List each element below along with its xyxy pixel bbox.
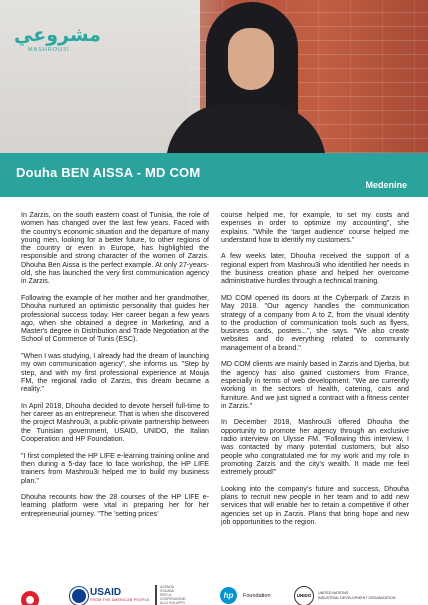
hp-logo-icon: hp <box>220 587 237 604</box>
location-label: Medenine <box>365 180 407 190</box>
title-bar <box>0 153 428 197</box>
portrait-figure <box>148 0 318 153</box>
mashrou3i-logo <box>14 24 101 53</box>
hp-foundation-label: Foundation <box>243 593 271 599</box>
itc-line: ALLO SVILUPPO <box>160 601 185 605</box>
paragraph: "I first completed the HP LIFE e-learning training online and then during a 5-day face to face workshop, the HP LIFE trainers from Mashrou3i helped me to build my business plan." <box>21 451 209 485</box>
unido-line: INDUSTRIAL DEVELOPMENT ORGANIZATION <box>318 596 396 600</box>
unido-line: UNITED NATIONS <box>318 591 349 595</box>
paragraph: MD COM opened its doors at the Cyberpark of Zarzis in May 2018. "Our agency handles the communication strategy of a company from A to Z, from the visual identity to the production of communication tools such as flyers, business cards, posters...", she says. "We also create websites and do everything related to community management of a brand." <box>221 293 409 352</box>
logo-arabic-text: مشروعي <box>14 24 101 46</box>
unido-name <box>318 591 395 601</box>
article-column-left <box>21 211 209 526</box>
partner-logos <box>0 583 428 605</box>
itc-line: PER LA COOPERAZIONE <box>160 593 186 601</box>
portrait-shoulders <box>166 104 326 153</box>
tunisia-flag-icon <box>21 591 39 605</box>
unido-logo-icon: UNIDO <box>294 586 314 605</box>
paragraph: Dhouha recounts how the 28 courses of the HP LIFE e-learning platform were vital in preparing her for her entrepreneurial journey. "The 'setting prices' <box>21 493 209 518</box>
paragraph: In April 2018, Dhouha decided to devote herself full-time to her career as an entrepreneur. That is when she discovered the project Mashrou3i, a public-private partnership between the Tunisian government, USAID, UNIDO, the Italian Cooperation and HP Foundation. <box>21 401 209 444</box>
paragraph: Looking into the company's future and success, Dhouha plans to recruit new people in her team and to add new services that will enable her to retain a competitive if other agencies set up in Zarzis. Plans that bring hope and new job opportunities to the region. <box>221 484 409 526</box>
paragraph: Following the example of her mother and her grandmother, Dhouha nurtured an optimistic personality that guides her professional success today. Her career began a few years ago, when she obtained a degree in Marketing, and a Master's degree in Distribution and Trade Negotiation at the School of Commerce of Tunis (ESC). <box>21 293 209 344</box>
paragraph: course helped me, for example, to set my costs and expenses in order to optimize my accounting", she explains. "While the 'target audience' course helped me understand how to identify my customers." <box>221 211 409 244</box>
paragraph: In December 2018, Mashrou3i offered Dhouha the opportunity to promote her agency through an exclusive radio interview on Ulysse FM. "Following this interview, I was contacted by many potential customers, but also people who congratulated me for my work and my role in promoting Zarzis and the city's wealth. It made me feel extremely proud!" <box>221 418 409 477</box>
paragraph: "When I was studying, I already had the dream of launching my own communication agency", she informs us. "Step by step, and with my first professional experience at Mouja FM, the regional radio of Zarzis, this dream became a reality." <box>21 352 209 394</box>
article-column-right <box>221 211 409 535</box>
page-title: Douha BEN AISSA - MD COM <box>16 165 201 180</box>
hero-photo <box>0 0 428 153</box>
usaid-seal-icon <box>70 587 88 605</box>
usaid-tagline: FROM THE AMERICAN PEOPLE <box>90 598 150 602</box>
itc-line: AGENZIA ITALIANA <box>160 585 174 593</box>
portrait-face <box>228 28 274 90</box>
logo-latin-text: MASHROU3I <box>28 47 70 53</box>
paragraph: A few weeks later, Dhouha received the support of a regional expert from Mashrou3i who identified her needs in the business creation phase and helped her overcome administrative hurdles through a technical training. <box>221 252 409 286</box>
usaid-logo-text: USAID <box>90 587 122 598</box>
paragraph: MD COM clients are mainly based in Zarzis and Djerba, but the agency has also gained customers from France, especially in terms of web development. "We are currently working in the sectors of health, catering, cars and furniture. And we just signed a contract with a fitness center in Zarzis." <box>221 360 409 410</box>
italian-cooperation-logo <box>155 585 187 605</box>
paragraph: In Zarzis, on the south eastern coast of Tunisia, the role of women has changed over the last few years. Faced with the country's economic situation and the departure of many young men, looking for a better future, to other regions of the country or even in Europe, has highlighted the responsible and strong character of the women of Zarzis. Dhouha Ben Aissa is the perfect example. At only 27-years-old, she has launched the very first communication agency in Zarzis. <box>21 211 209 286</box>
